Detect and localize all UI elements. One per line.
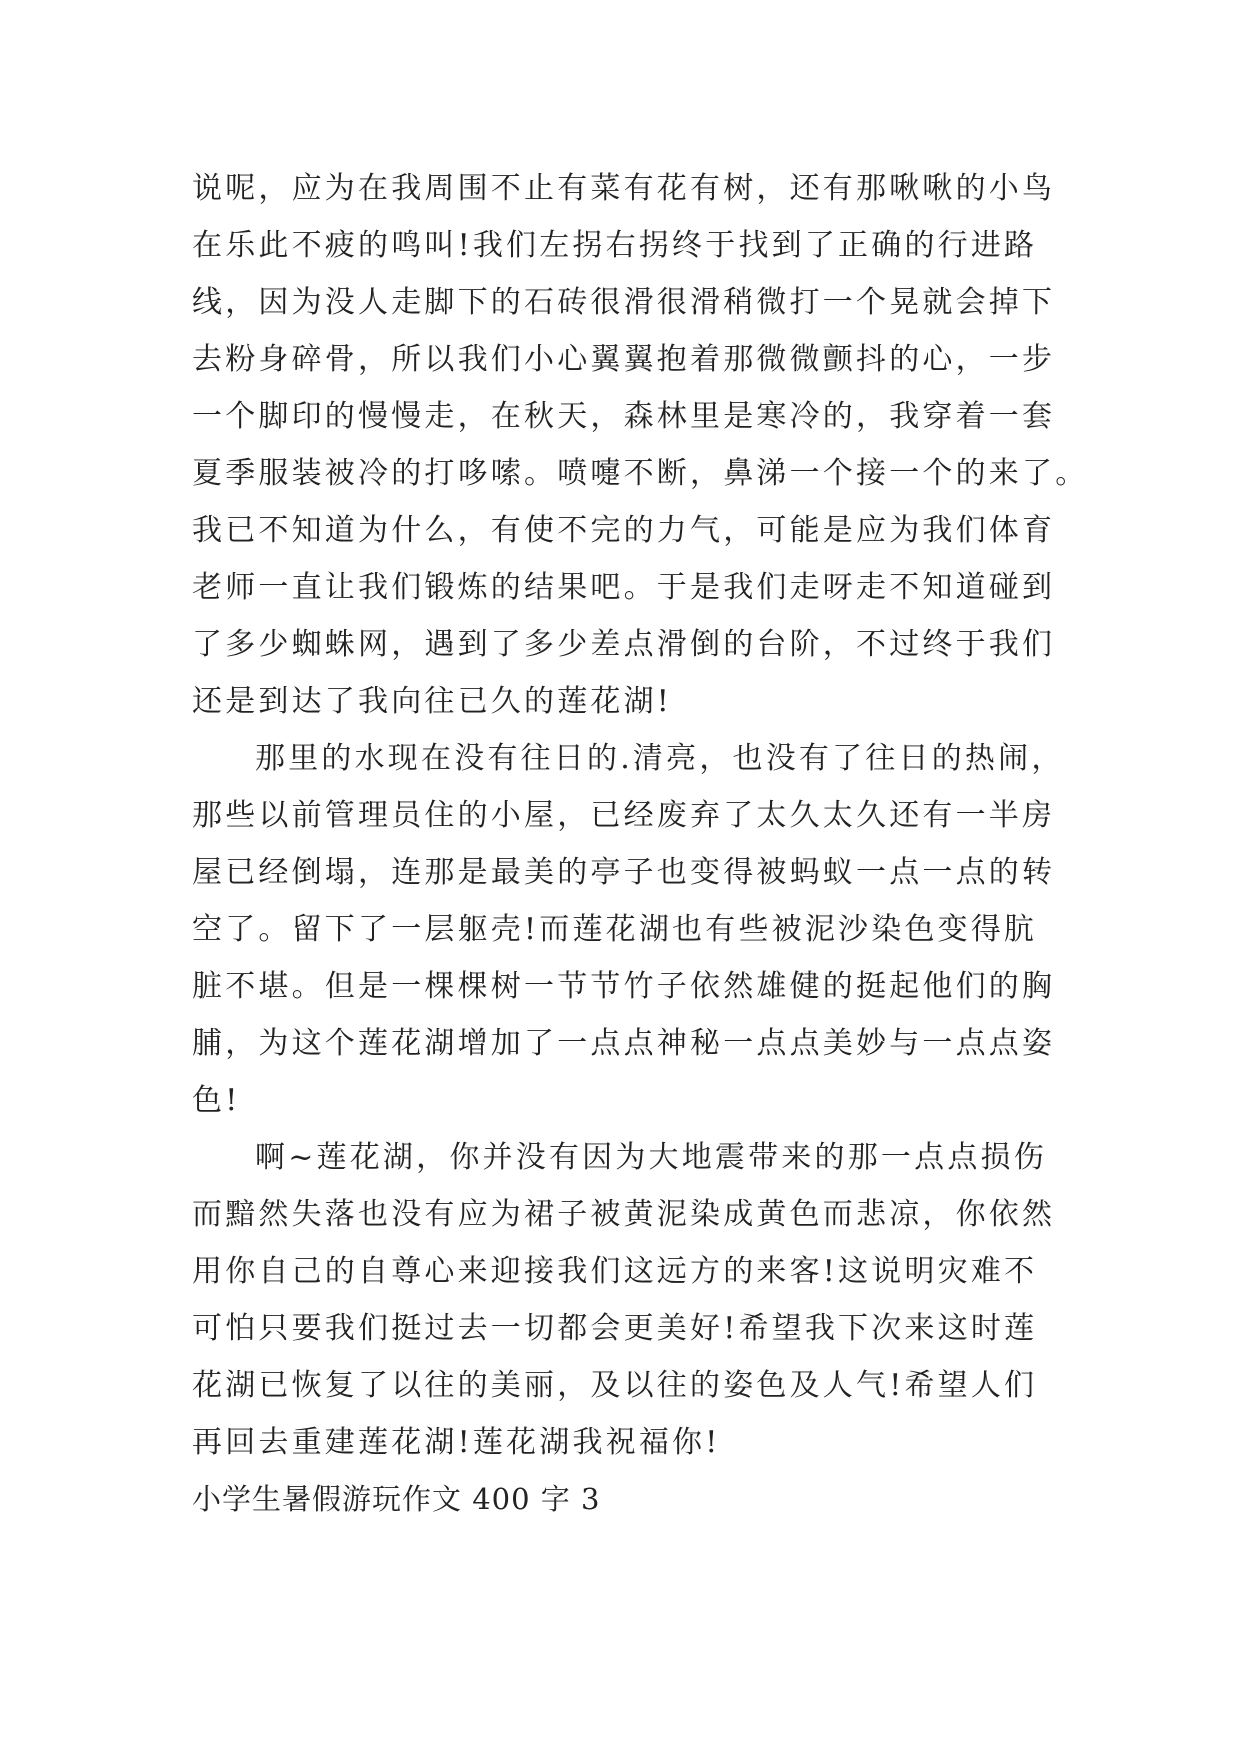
- document-body: [192, 160, 1089, 1528]
- paragraph-2: [192, 730, 1072, 1129]
- text-line: 那些以前管理员住的小屋，已经废弃了太久太久还有一半房: [192, 798, 1056, 833]
- text-line: 在乐此不疲的鸣叫!我们左拐右拐终于找到了正确的行进路: [192, 228, 1038, 263]
- text-line: 再回去重建莲花湖!莲花湖我祝福你!: [192, 1425, 721, 1460]
- text-line: 一个脚印的慢慢走，在秋天，森林里是寒冷的，我穿着一套: [192, 399, 1056, 434]
- text-line: 屋已经倒塌，连那是最美的亭子也变得被蚂蚁一点一点的转: [192, 855, 1056, 890]
- text-line: 脯，为这个莲花湖增加了一点点神秘一点点美妙与一点点姿: [192, 1026, 1056, 1061]
- text-line: 脏不堪。但是一棵棵树一节节竹子依然雄健的挺起他们的胸: [192, 969, 1056, 1004]
- text-line: 线，因为没人走脚下的石砖很滑很滑稍微打一个晃就会掉下: [192, 285, 1056, 320]
- text-line: 用你自己的自尊心来迎接我们这远方的来客!这说明灾难不: [192, 1254, 1038, 1289]
- text-line: 空了。留下了一层躯壳!而莲花湖也有些被泥沙染色变得肮: [192, 912, 1038, 947]
- text-line: 我已不知道为什么，有使不完的力气，可能是应为我们体育: [192, 513, 1056, 548]
- text-line: 说呢，应为在我周围不止有菜有花有树，还有那啾啾的小鸟: [192, 171, 1056, 206]
- text-line: 而黯然失落也没有应为裙子被黄泥染成黄色而悲凉，你依然: [192, 1197, 1056, 1232]
- text-line: 可怕只要我们挺过去一切都会更美好!希望我下次来这时莲: [192, 1311, 1038, 1346]
- text-line: 夏季服装被冷的打哆嗦。喷嚏不断，鼻涕一个接一个的来了。: [192, 456, 1089, 491]
- section-heading: 小学生暑假游玩作文 400 字 3: [192, 1482, 601, 1516]
- paragraph-1: [192, 160, 1089, 730]
- text-line: 去粉身碎骨，所以我们小心翼翼抱着那微微颤抖的心，一步: [192, 342, 1056, 377]
- text-line: 还是到达了我向往已久的莲花湖!: [192, 684, 673, 719]
- text-line: 花湖已恢复了以往的美丽，及以往的姿色及人气!希望人们: [192, 1368, 1038, 1403]
- text-line: 了多少蜘蛛网，遇到了多少差点滑倒的台阶，不过终于我们: [192, 627, 1056, 662]
- paragraph-3: [192, 1129, 1072, 1471]
- text-line-indented: 那里的水现在没有往日的.清亮，也没有了往日的热闹，: [255, 741, 1065, 776]
- text-line: 色!: [192, 1083, 241, 1118]
- text-line-indented: 啊~莲花湖，你并没有因为大地震带来的那一点点损伤: [255, 1140, 1047, 1175]
- text-line: 老师一直让我们锻炼的结果吧。于是我们走呀走不知道碰到: [192, 570, 1056, 605]
